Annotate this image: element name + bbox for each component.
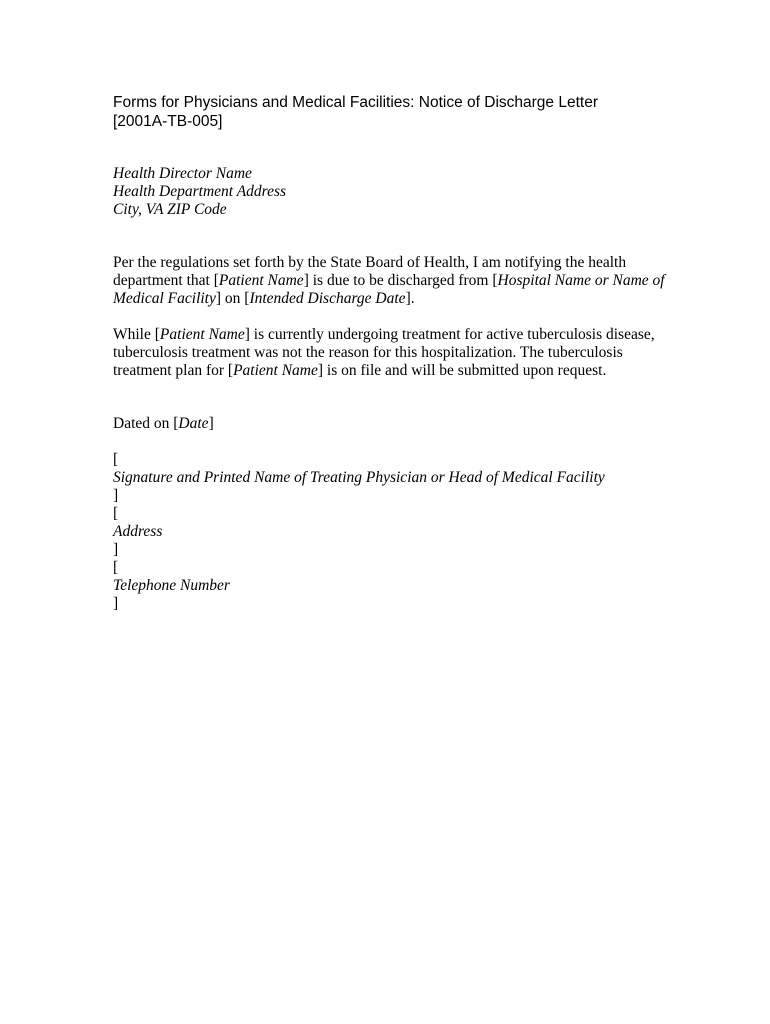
placeholder-patient-name: Patient Name	[218, 272, 304, 289]
signature-line: [ Signature and Printed Name of Treating Physician or Head of Medical Facility ]	[113, 451, 605, 504]
title-line: Forms for Physicians and Medical Facilities: Notice of Discharge Letter	[113, 94, 598, 111]
placeholder-discharge-date: Intended Discharge Date	[249, 290, 406, 307]
placeholder-patient-name: Patient Name	[159, 326, 245, 343]
placeholder-hospital-name: Hospital Name or Name of	[497, 272, 665, 289]
recipient-street: Health Department Address	[113, 183, 287, 200]
paragraph-line: tuberculosis treatment was not the reason for this hospitalization. The tuberculosis	[113, 344, 623, 361]
recipient-name: Health Director Name	[113, 165, 252, 182]
paragraph-line: Per the regulations set forth by the State Board of Health, I am notifying the health	[113, 254, 627, 271]
notice-paragraph	[113, 254, 673, 308]
placeholder-medical-facility: Medical Facility	[113, 290, 216, 307]
signature-block	[113, 451, 605, 613]
placeholder-date: Date	[178, 415, 209, 432]
paragraph-line: treatment plan for [Patient Name] is on file and will be submitted upon request.	[113, 362, 607, 379]
placeholder-patient-name: Patient Name	[233, 362, 318, 379]
form-number: [2001A-TB-005]	[113, 113, 223, 130]
paragraph-line: department that [Patient Name] is due to be discharged from [Hospital Name or Name of	[113, 272, 665, 289]
paragraph-line: While [Patient Name] is currently undergoing treatment for active tuberculosis disease,	[113, 326, 655, 343]
placeholder-telephone: Telephone Number	[113, 577, 230, 594]
signature-address-line: [ Address ]	[113, 505, 163, 558]
dated-line: Dated on [Date]	[113, 415, 214, 432]
recipient-address-block	[113, 165, 286, 219]
recipient-city: City, VA ZIP Code	[113, 201, 227, 218]
placeholder-signature: Signature and Printed Name of Treating Physician or Head of Medical Facility	[113, 469, 605, 486]
treatment-paragraph	[113, 326, 673, 380]
signature-telephone-line: [ Telephone Number ]	[113, 559, 230, 612]
placeholder-address: Address	[113, 523, 163, 540]
document-title	[113, 93, 673, 131]
paragraph-line: Medical Facility] on [Intended Discharge Date].	[113, 290, 415, 307]
